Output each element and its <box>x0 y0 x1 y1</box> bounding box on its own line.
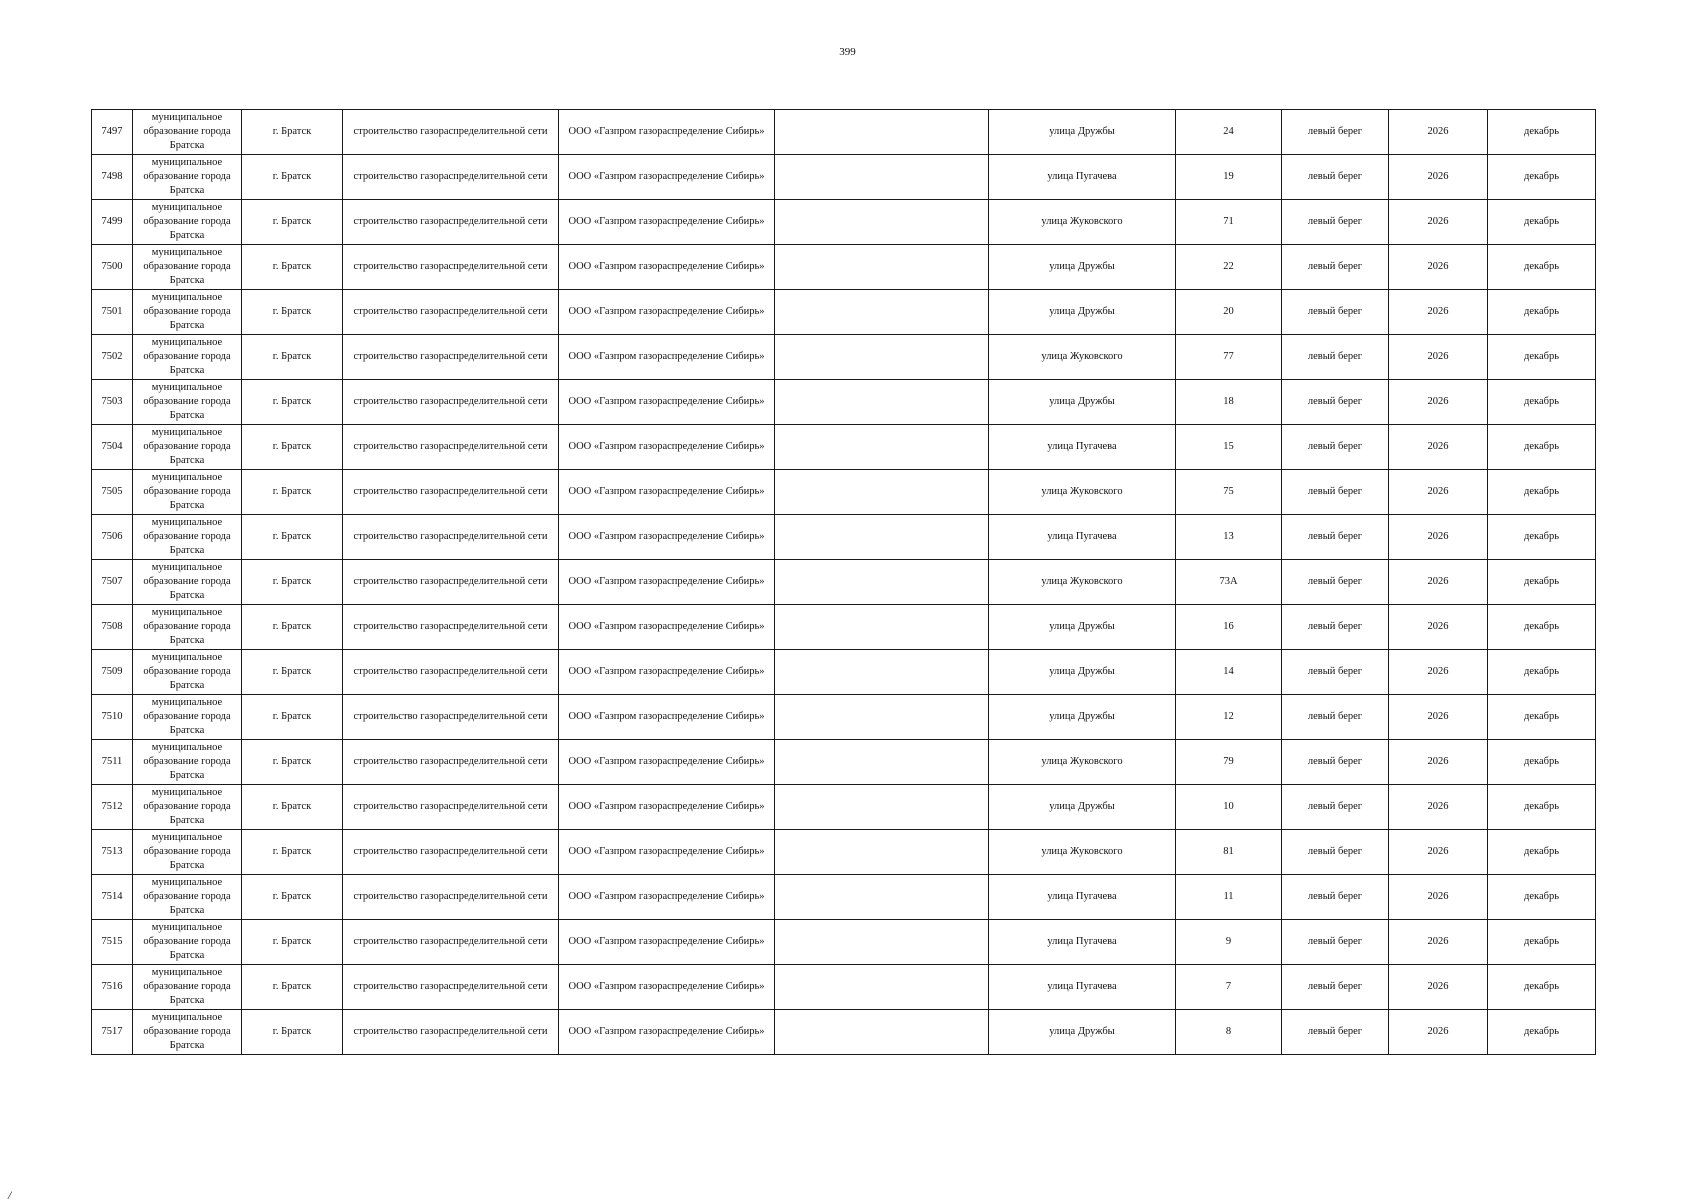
table-row <box>92 875 1596 920</box>
house-number-cell: 18 <box>1176 380 1282 425</box>
month-cell: декабрь <box>1488 200 1596 245</box>
note-cell <box>775 200 989 245</box>
municipality-cell: муниципальное образование города Братска <box>133 785 242 830</box>
row-number-cell: 7515 <box>92 920 133 965</box>
river-bank-cell: левый берег <box>1282 965 1389 1010</box>
organization-cell: ООО «Газпром газораспределение Сибирь» <box>559 245 775 290</box>
house-number-cell: 24 <box>1176 110 1282 155</box>
work-type-cell: строительство газораспределительной сети <box>343 200 559 245</box>
river-bank-cell: левый берег <box>1282 740 1389 785</box>
work-type-cell: строительство газораспределительной сети <box>343 965 559 1010</box>
house-number-cell: 12 <box>1176 695 1282 740</box>
corner-mark: / <box>8 1188 12 1202</box>
row-number-cell: 7507 <box>92 560 133 605</box>
year-cell: 2026 <box>1389 155 1488 200</box>
municipality-cell: муниципальное образование города Братска <box>133 155 242 200</box>
river-bank-cell: левый берег <box>1282 200 1389 245</box>
municipality-cell: муниципальное образование города Братска <box>133 110 242 155</box>
year-cell: 2026 <box>1389 200 1488 245</box>
row-number-cell: 7504 <box>92 425 133 470</box>
organization-cell: ООО «Газпром газораспределение Сибирь» <box>559 965 775 1010</box>
work-type-cell: строительство газораспределительной сети <box>343 155 559 200</box>
organization-cell: ООО «Газпром газораспределение Сибирь» <box>559 875 775 920</box>
year-cell: 2026 <box>1389 605 1488 650</box>
organization-cell: ООО «Газпром газораспределение Сибирь» <box>559 515 775 560</box>
municipality-cell: муниципальное образование города Братска <box>133 560 242 605</box>
river-bank-cell: левый берег <box>1282 785 1389 830</box>
river-bank-cell: левый берег <box>1282 920 1389 965</box>
city-cell: г. Братск <box>242 785 343 830</box>
river-bank-cell: левый берег <box>1282 155 1389 200</box>
year-cell: 2026 <box>1389 875 1488 920</box>
work-type-cell: строительство газораспределительной сети <box>343 785 559 830</box>
row-number-cell: 7516 <box>92 965 133 1010</box>
table-row <box>92 110 1596 155</box>
house-number-cell: 9 <box>1176 920 1282 965</box>
house-number-cell: 75 <box>1176 470 1282 515</box>
month-cell: декабрь <box>1488 155 1596 200</box>
organization-cell: ООО «Газпром газораспределение Сибирь» <box>559 335 775 380</box>
street-cell: улица Пугачева <box>989 965 1176 1010</box>
organization-cell: ООО «Газпром газораспределение Сибирь» <box>559 785 775 830</box>
city-cell: г. Братск <box>242 650 343 695</box>
work-type-cell: строительство газораспределительной сети <box>343 290 559 335</box>
street-cell: улица Дружбы <box>989 290 1176 335</box>
month-cell: декабрь <box>1488 650 1596 695</box>
organization-cell: ООО «Газпром газораспределение Сибирь» <box>559 1010 775 1055</box>
river-bank-cell: левый берег <box>1282 245 1389 290</box>
work-type-cell: строительство газораспределительной сети <box>343 470 559 515</box>
river-bank-cell: левый берег <box>1282 470 1389 515</box>
year-cell: 2026 <box>1389 650 1488 695</box>
table-row <box>92 695 1596 740</box>
street-cell: улица Дружбы <box>989 380 1176 425</box>
city-cell: г. Братск <box>242 830 343 875</box>
work-type-cell: строительство газораспределительной сети <box>343 650 559 695</box>
municipality-cell: муниципальное образование города Братска <box>133 515 242 560</box>
note-cell <box>775 425 989 470</box>
street-cell: улица Дружбы <box>989 1010 1176 1055</box>
month-cell: декабрь <box>1488 335 1596 380</box>
table-row <box>92 245 1596 290</box>
river-bank-cell: левый берег <box>1282 515 1389 560</box>
house-number-cell: 71 <box>1176 200 1282 245</box>
year-cell: 2026 <box>1389 920 1488 965</box>
house-number-cell: 81 <box>1176 830 1282 875</box>
year-cell: 2026 <box>1389 785 1488 830</box>
work-type-cell: строительство газораспределительной сети <box>343 245 559 290</box>
work-type-cell: строительство газораспределительной сети <box>343 425 559 470</box>
year-cell: 2026 <box>1389 515 1488 560</box>
table-row <box>92 965 1596 1010</box>
municipality-cell: муниципальное образование города Братска <box>133 380 242 425</box>
river-bank-cell: левый берег <box>1282 560 1389 605</box>
municipality-cell: муниципальное образование города Братска <box>133 920 242 965</box>
row-number-cell: 7502 <box>92 335 133 380</box>
month-cell: декабрь <box>1488 965 1596 1010</box>
city-cell: г. Братск <box>242 920 343 965</box>
work-type-cell: строительство газораспределительной сети <box>343 830 559 875</box>
city-cell: г. Братск <box>242 875 343 920</box>
house-number-cell: 11 <box>1176 875 1282 920</box>
year-cell: 2026 <box>1389 1010 1488 1055</box>
work-type-cell: строительство газораспределительной сети <box>343 110 559 155</box>
municipality-cell: муниципальное образование города Братска <box>133 650 242 695</box>
month-cell: декабрь <box>1488 740 1596 785</box>
city-cell: г. Братск <box>242 380 343 425</box>
municipality-cell: муниципальное образование города Братска <box>133 200 242 245</box>
river-bank-cell: левый берег <box>1282 335 1389 380</box>
note-cell <box>775 380 989 425</box>
year-cell: 2026 <box>1389 245 1488 290</box>
river-bank-cell: левый берег <box>1282 425 1389 470</box>
house-number-cell: 15 <box>1176 425 1282 470</box>
table-row <box>92 605 1596 650</box>
table-row <box>92 335 1596 380</box>
row-number-cell: 7501 <box>92 290 133 335</box>
row-number-cell: 7511 <box>92 740 133 785</box>
river-bank-cell: левый берег <box>1282 875 1389 920</box>
house-number-cell: 16 <box>1176 605 1282 650</box>
organization-cell: ООО «Газпром газораспределение Сибирь» <box>559 650 775 695</box>
note-cell <box>775 290 989 335</box>
city-cell: г. Братск <box>242 155 343 200</box>
organization-cell: ООО «Газпром газораспределение Сибирь» <box>559 200 775 245</box>
table-body <box>92 110 1596 1055</box>
municipality-cell: муниципальное образование города Братска <box>133 425 242 470</box>
organization-cell: ООО «Газпром газораспределение Сибирь» <box>559 560 775 605</box>
house-number-cell: 19 <box>1176 155 1282 200</box>
city-cell: г. Братск <box>242 605 343 650</box>
city-cell: г. Братск <box>242 695 343 740</box>
note-cell <box>775 245 989 290</box>
row-number-cell: 7499 <box>92 200 133 245</box>
month-cell: декабрь <box>1488 875 1596 920</box>
organization-cell: ООО «Газпром газораспределение Сибирь» <box>559 695 775 740</box>
organization-cell: ООО «Газпром газораспределение Сибирь» <box>559 740 775 785</box>
row-number-cell: 7505 <box>92 470 133 515</box>
street-cell: улица Жуковского <box>989 470 1176 515</box>
row-number-cell: 7506 <box>92 515 133 560</box>
year-cell: 2026 <box>1389 560 1488 605</box>
month-cell: декабрь <box>1488 785 1596 830</box>
year-cell: 2026 <box>1389 470 1488 515</box>
month-cell: декабрь <box>1488 245 1596 290</box>
note-cell <box>775 605 989 650</box>
note-cell <box>775 965 989 1010</box>
year-cell: 2026 <box>1389 110 1488 155</box>
city-cell: г. Братск <box>242 470 343 515</box>
city-cell: г. Братск <box>242 335 343 380</box>
table-row <box>92 290 1596 335</box>
municipality-cell: муниципальное образование города Братска <box>133 695 242 740</box>
table-row <box>92 830 1596 875</box>
page-number: 399 <box>839 46 856 58</box>
municipality-cell: муниципальное образование города Братска <box>133 875 242 920</box>
month-cell: декабрь <box>1488 695 1596 740</box>
table-row <box>92 920 1596 965</box>
month-cell: декабрь <box>1488 605 1596 650</box>
row-number-cell: 7497 <box>92 110 133 155</box>
organization-cell: ООО «Газпром газораспределение Сибирь» <box>559 920 775 965</box>
note-cell <box>775 875 989 920</box>
city-cell: г. Братск <box>242 1010 343 1055</box>
note-cell <box>775 695 989 740</box>
month-cell: декабрь <box>1488 830 1596 875</box>
organization-cell: ООО «Газпром газораспределение Сибирь» <box>559 290 775 335</box>
organization-cell: ООО «Газпром газораспределение Сибирь» <box>559 425 775 470</box>
street-cell: улица Дружбы <box>989 650 1176 695</box>
work-type-cell: строительство газораспределительной сети <box>343 875 559 920</box>
city-cell: г. Братск <box>242 425 343 470</box>
year-cell: 2026 <box>1389 290 1488 335</box>
month-cell: декабрь <box>1488 470 1596 515</box>
municipality-cell: муниципальное образование города Братска <box>133 1010 242 1055</box>
street-cell: улица Жуковского <box>989 335 1176 380</box>
street-cell: улица Дружбы <box>989 785 1176 830</box>
work-type-cell: строительство газораспределительной сети <box>343 515 559 560</box>
river-bank-cell: левый берег <box>1282 1010 1389 1055</box>
city-cell: г. Братск <box>242 560 343 605</box>
street-cell: улица Пугачева <box>989 425 1176 470</box>
note-cell <box>775 470 989 515</box>
row-number-cell: 7509 <box>92 650 133 695</box>
note-cell <box>775 335 989 380</box>
municipality-cell: муниципальное образование города Братска <box>133 830 242 875</box>
work-type-cell: строительство газораспределительной сети <box>343 560 559 605</box>
house-number-cell: 13 <box>1176 515 1282 560</box>
house-number-cell: 79 <box>1176 740 1282 785</box>
year-cell: 2026 <box>1389 740 1488 785</box>
year-cell: 2026 <box>1389 830 1488 875</box>
street-cell: улица Пугачева <box>989 920 1176 965</box>
note-cell <box>775 650 989 695</box>
month-cell: декабрь <box>1488 920 1596 965</box>
organization-cell: ООО «Газпром газораспределение Сибирь» <box>559 830 775 875</box>
note-cell <box>775 830 989 875</box>
month-cell: декабрь <box>1488 1010 1596 1055</box>
work-type-cell: строительство газораспределительной сети <box>343 920 559 965</box>
month-cell: декабрь <box>1488 290 1596 335</box>
municipality-cell: муниципальное образование города Братска <box>133 605 242 650</box>
note-cell <box>775 920 989 965</box>
note-cell <box>775 560 989 605</box>
house-number-cell: 73А <box>1176 560 1282 605</box>
table-row <box>92 1010 1596 1055</box>
city-cell: г. Братск <box>242 965 343 1010</box>
work-type-cell: строительство газораспределительной сети <box>343 605 559 650</box>
table-row <box>92 785 1596 830</box>
street-cell: улица Пугачева <box>989 155 1176 200</box>
organization-cell: ООО «Газпром газораспределение Сибирь» <box>559 110 775 155</box>
table-row <box>92 380 1596 425</box>
organization-cell: ООО «Газпром газораспределение Сибирь» <box>559 155 775 200</box>
river-bank-cell: левый берег <box>1282 830 1389 875</box>
work-type-cell: строительство газораспределительной сети <box>343 380 559 425</box>
organization-cell: ООО «Газпром газораспределение Сибирь» <box>559 605 775 650</box>
organization-cell: ООО «Газпром газораспределение Сибирь» <box>559 380 775 425</box>
street-cell: улица Пугачева <box>989 515 1176 560</box>
row-number-cell: 7513 <box>92 830 133 875</box>
row-number-cell: 7514 <box>92 875 133 920</box>
note-cell <box>775 515 989 560</box>
river-bank-cell: левый берег <box>1282 380 1389 425</box>
year-cell: 2026 <box>1389 695 1488 740</box>
table-row <box>92 560 1596 605</box>
city-cell: г. Братск <box>242 515 343 560</box>
house-number-cell: 20 <box>1176 290 1282 335</box>
street-cell: улица Дружбы <box>989 605 1176 650</box>
city-cell: г. Братск <box>242 110 343 155</box>
note-cell <box>775 785 989 830</box>
street-cell: улица Пугачева <box>989 875 1176 920</box>
month-cell: декабрь <box>1488 380 1596 425</box>
row-number-cell: 7517 <box>92 1010 133 1055</box>
street-cell: улица Дружбы <box>989 695 1176 740</box>
river-bank-cell: левый берег <box>1282 110 1389 155</box>
river-bank-cell: левый берег <box>1282 290 1389 335</box>
row-number-cell: 7510 <box>92 695 133 740</box>
house-number-cell: 77 <box>1176 335 1282 380</box>
note-cell <box>775 155 989 200</box>
work-type-cell: строительство газораспределительной сети <box>343 695 559 740</box>
municipality-cell: муниципальное образование города Братска <box>133 335 242 380</box>
city-cell: г. Братск <box>242 245 343 290</box>
house-number-cell: 7 <box>1176 965 1282 1010</box>
table-row <box>92 425 1596 470</box>
work-type-cell: строительство газораспределительной сети <box>343 335 559 380</box>
street-cell: улица Дружбы <box>989 245 1176 290</box>
gas-network-registry-table <box>91 109 1596 1055</box>
municipality-cell: муниципальное образование города Братска <box>133 470 242 515</box>
house-number-cell: 22 <box>1176 245 1282 290</box>
river-bank-cell: левый берег <box>1282 695 1389 740</box>
house-number-cell: 10 <box>1176 785 1282 830</box>
row-number-cell: 7503 <box>92 380 133 425</box>
street-cell: улица Жуковского <box>989 740 1176 785</box>
river-bank-cell: левый берег <box>1282 650 1389 695</box>
row-number-cell: 7508 <box>92 605 133 650</box>
table-row <box>92 650 1596 695</box>
city-cell: г. Братск <box>242 200 343 245</box>
month-cell: декабрь <box>1488 515 1596 560</box>
table-row <box>92 155 1596 200</box>
year-cell: 2026 <box>1389 425 1488 470</box>
municipality-cell: муниципальное образование города Братска <box>133 290 242 335</box>
house-number-cell: 8 <box>1176 1010 1282 1055</box>
street-cell: улица Жуковского <box>989 200 1176 245</box>
river-bank-cell: левый берег <box>1282 605 1389 650</box>
city-cell: г. Братск <box>242 290 343 335</box>
street-cell: улица Жуковского <box>989 830 1176 875</box>
year-cell: 2026 <box>1389 965 1488 1010</box>
house-number-cell: 14 <box>1176 650 1282 695</box>
municipality-cell: муниципальное образование города Братска <box>133 740 242 785</box>
note-cell <box>775 740 989 785</box>
row-number-cell: 7500 <box>92 245 133 290</box>
street-cell: улица Жуковского <box>989 560 1176 605</box>
municipality-cell: муниципальное образование города Братска <box>133 965 242 1010</box>
month-cell: декабрь <box>1488 560 1596 605</box>
note-cell <box>775 110 989 155</box>
month-cell: декабрь <box>1488 425 1596 470</box>
table-row <box>92 515 1596 560</box>
month-cell: декабрь <box>1488 110 1596 155</box>
table-row <box>92 200 1596 245</box>
work-type-cell: строительство газораспределительной сети <box>343 1010 559 1055</box>
table-row <box>92 740 1596 785</box>
table-row <box>92 470 1596 515</box>
municipality-cell: муниципальное образование города Братска <box>133 245 242 290</box>
work-type-cell: строительство газораспределительной сети <box>343 740 559 785</box>
row-number-cell: 7512 <box>92 785 133 830</box>
organization-cell: ООО «Газпром газораспределение Сибирь» <box>559 470 775 515</box>
street-cell: улица Дружбы <box>989 110 1176 155</box>
year-cell: 2026 <box>1389 380 1488 425</box>
city-cell: г. Братск <box>242 740 343 785</box>
row-number-cell: 7498 <box>92 155 133 200</box>
note-cell <box>775 1010 989 1055</box>
year-cell: 2026 <box>1389 335 1488 380</box>
